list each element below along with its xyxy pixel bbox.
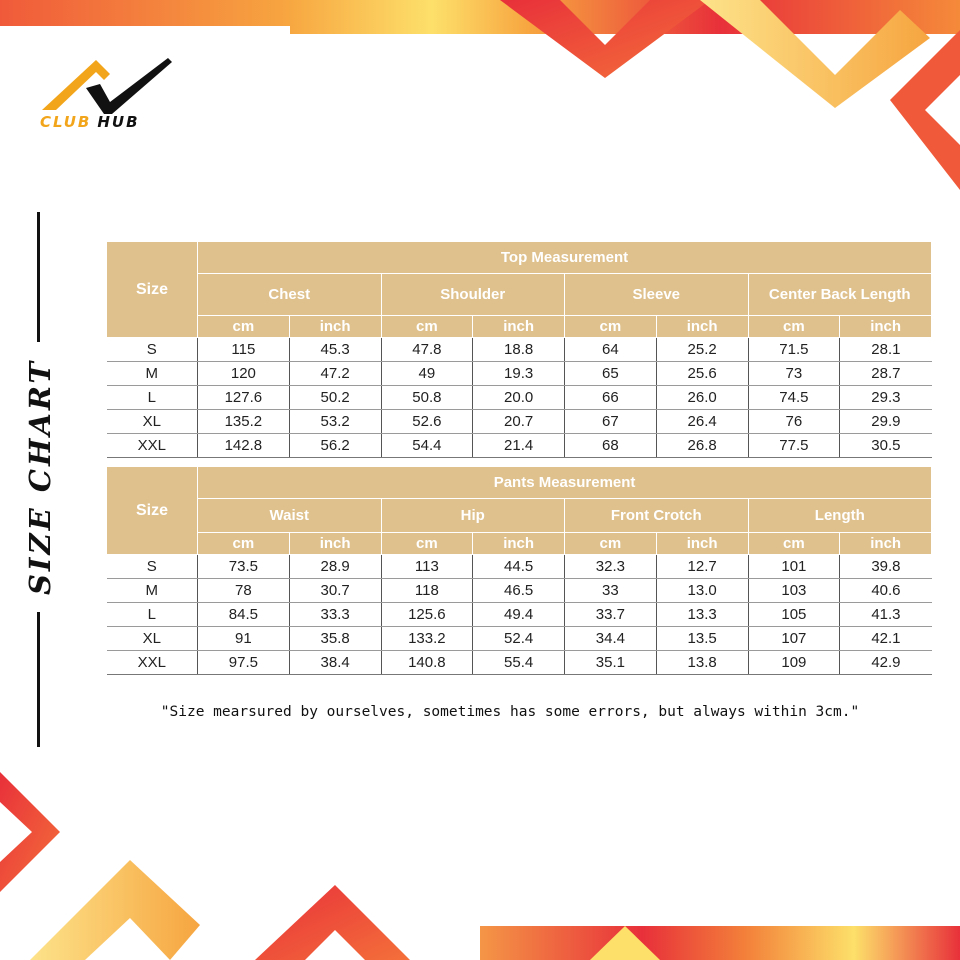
measurement-cell: 35.1 bbox=[565, 651, 657, 675]
size-label-cell: S bbox=[107, 338, 198, 362]
size-label-cell: L bbox=[107, 386, 198, 410]
measurement-cell: 73 bbox=[748, 362, 840, 386]
measurement-cell: 142.8 bbox=[198, 434, 290, 458]
logo-wordmark bbox=[40, 113, 140, 131]
unit-header: cm bbox=[748, 316, 840, 338]
measurement-cell: 13.0 bbox=[656, 579, 748, 603]
measurement-cell: 35.8 bbox=[289, 627, 381, 651]
top-measurement-table bbox=[106, 241, 932, 458]
measurement-cell: 47.8 bbox=[381, 338, 473, 362]
measurement-cell: 49 bbox=[381, 362, 473, 386]
group-header-chest: Chest bbox=[198, 274, 382, 316]
measurement-cell: 52.4 bbox=[473, 627, 565, 651]
table-row bbox=[107, 410, 932, 434]
table-row bbox=[107, 362, 932, 386]
measurement-cell: 41.3 bbox=[840, 603, 932, 627]
measurement-cell: 78 bbox=[198, 579, 290, 603]
measurement-cell: 13.3 bbox=[656, 603, 748, 627]
measurement-cell: 97.5 bbox=[198, 651, 290, 675]
measurement-cell: 13.5 bbox=[656, 627, 748, 651]
size-label-cell: XL bbox=[107, 627, 198, 651]
table-row bbox=[107, 434, 932, 458]
size-label-cell: S bbox=[107, 555, 198, 579]
side-divider-top bbox=[37, 212, 40, 342]
size-label-cell: XXL bbox=[107, 434, 198, 458]
unit-header: inch bbox=[473, 316, 565, 338]
measurement-cell: 13.8 bbox=[656, 651, 748, 675]
table-row bbox=[107, 555, 932, 579]
measurement-cell: 40.6 bbox=[840, 579, 932, 603]
measurement-cell: 107 bbox=[748, 627, 840, 651]
group-header-length: Length bbox=[748, 499, 932, 533]
unit-header: cm bbox=[381, 316, 473, 338]
measurement-cell: 74.5 bbox=[748, 386, 840, 410]
measurement-cell: 20.0 bbox=[473, 386, 565, 410]
measurement-cell: 29.9 bbox=[840, 410, 932, 434]
table-row bbox=[107, 338, 932, 362]
measurement-cell: 26.0 bbox=[656, 386, 748, 410]
measurement-cell: 33.3 bbox=[289, 603, 381, 627]
measurement-cell: 42.1 bbox=[840, 627, 932, 651]
measurement-cell: 28.7 bbox=[840, 362, 932, 386]
measurement-disclaimer: "Size mearsured by ourselves, sometimes has some errors, but always within 3cm." bbox=[160, 704, 860, 720]
pants-measurement-table bbox=[106, 466, 932, 675]
measurement-cell: 101 bbox=[748, 555, 840, 579]
measurement-cell: 25.6 bbox=[656, 362, 748, 386]
measurement-cell: 46.5 bbox=[473, 579, 565, 603]
measurement-cell: 53.2 bbox=[289, 410, 381, 434]
measurement-cell: 28.1 bbox=[840, 338, 932, 362]
measurement-cell: 19.3 bbox=[473, 362, 565, 386]
measurement-cell: 91 bbox=[198, 627, 290, 651]
measurement-cell: 115 bbox=[198, 338, 290, 362]
table-row bbox=[107, 603, 932, 627]
measurement-cell: 26.4 bbox=[656, 410, 748, 434]
group-header-sleeve: Sleeve bbox=[565, 274, 749, 316]
measurement-cell: 118 bbox=[381, 579, 473, 603]
size-chart-title: SIZE CHART bbox=[23, 358, 57, 596]
measurement-cell: 34.4 bbox=[565, 627, 657, 651]
group-header-front-crotch: Front Crotch bbox=[565, 499, 749, 533]
measurement-cell: 55.4 bbox=[473, 651, 565, 675]
unit-header: cm bbox=[198, 316, 290, 338]
measurement-cell: 68 bbox=[565, 434, 657, 458]
measurement-cell: 71.5 bbox=[748, 338, 840, 362]
unit-header: cm bbox=[565, 533, 657, 555]
unit-header: cm bbox=[748, 533, 840, 555]
unit-header: inch bbox=[656, 533, 748, 555]
size-label-cell: XXL bbox=[107, 651, 198, 675]
table-title: Pants Measurement bbox=[198, 467, 932, 499]
unit-header: inch bbox=[840, 316, 932, 338]
size-label-cell: M bbox=[107, 579, 198, 603]
unit-header: inch bbox=[473, 533, 565, 555]
measurement-cell: 30.5 bbox=[840, 434, 932, 458]
measurement-cell: 56.2 bbox=[289, 434, 381, 458]
measurement-cell: 30.7 bbox=[289, 579, 381, 603]
measurement-cell: 26.8 bbox=[656, 434, 748, 458]
measurement-cell: 125.6 bbox=[381, 603, 473, 627]
size-header: Size bbox=[107, 242, 198, 338]
measurement-cell: 65 bbox=[565, 362, 657, 386]
measurement-cell: 54.4 bbox=[381, 434, 473, 458]
measurement-cell: 12.7 bbox=[656, 555, 748, 579]
measurement-cell: 29.3 bbox=[840, 386, 932, 410]
measurement-cell: 66 bbox=[565, 386, 657, 410]
measurement-cell: 39.8 bbox=[840, 555, 932, 579]
measurement-cell: 52.6 bbox=[381, 410, 473, 434]
measurement-cell: 28.9 bbox=[289, 555, 381, 579]
unit-header: inch bbox=[656, 316, 748, 338]
size-label-cell: XL bbox=[107, 410, 198, 434]
measurement-cell: 33.7 bbox=[565, 603, 657, 627]
table-row bbox=[107, 651, 932, 675]
measurement-cell: 18.8 bbox=[473, 338, 565, 362]
group-header-hip: Hip bbox=[381, 499, 565, 533]
measurement-cell: 67 bbox=[565, 410, 657, 434]
table-row bbox=[107, 386, 932, 410]
measurement-cell: 25.2 bbox=[656, 338, 748, 362]
unit-header: inch bbox=[289, 316, 381, 338]
measurement-cell: 140.8 bbox=[381, 651, 473, 675]
measurement-cell: 64 bbox=[565, 338, 657, 362]
unit-header: inch bbox=[289, 533, 381, 555]
logo-word-club: CLUB bbox=[40, 113, 92, 131]
measurement-cell: 120 bbox=[198, 362, 290, 386]
measurement-cell: 21.4 bbox=[473, 434, 565, 458]
measurement-cell: 105 bbox=[748, 603, 840, 627]
measurement-cell: 44.5 bbox=[473, 555, 565, 579]
unit-header: cm bbox=[565, 316, 657, 338]
measurement-cell: 20.7 bbox=[473, 410, 565, 434]
logo-word-hub: HUB bbox=[97, 113, 140, 131]
group-header-center-back-length: Center Back Length bbox=[748, 274, 932, 316]
side-divider-bottom bbox=[37, 612, 40, 747]
measurement-cell: 42.9 bbox=[840, 651, 932, 675]
measurement-cell: 103 bbox=[748, 579, 840, 603]
measurement-cell: 113 bbox=[381, 555, 473, 579]
size-label-cell: L bbox=[107, 603, 198, 627]
measurement-cell: 32.3 bbox=[565, 555, 657, 579]
measurement-cell: 135.2 bbox=[198, 410, 290, 434]
measurement-cell: 50.2 bbox=[289, 386, 381, 410]
size-label-cell: M bbox=[107, 362, 198, 386]
measurement-cell: 73.5 bbox=[198, 555, 290, 579]
table-row bbox=[107, 579, 932, 603]
unit-header: inch bbox=[840, 533, 932, 555]
table-title: Top Measurement bbox=[198, 242, 932, 274]
measurement-cell: 49.4 bbox=[473, 603, 565, 627]
measurement-cell: 133.2 bbox=[381, 627, 473, 651]
size-header: Size bbox=[107, 467, 198, 555]
group-header-shoulder: Shoulder bbox=[381, 274, 565, 316]
measurement-cell: 50.8 bbox=[381, 386, 473, 410]
measurement-cell: 33 bbox=[565, 579, 657, 603]
measurement-cell: 84.5 bbox=[198, 603, 290, 627]
measurement-cell: 45.3 bbox=[289, 338, 381, 362]
measurement-cell: 38.4 bbox=[289, 651, 381, 675]
measurement-cell: 77.5 bbox=[748, 434, 840, 458]
unit-header: cm bbox=[381, 533, 473, 555]
unit-header: cm bbox=[198, 533, 290, 555]
measurement-cell: 109 bbox=[748, 651, 840, 675]
group-header-waist: Waist bbox=[198, 499, 382, 533]
measurement-cell: 47.2 bbox=[289, 362, 381, 386]
table-row bbox=[107, 627, 932, 651]
measurement-cell: 127.6 bbox=[198, 386, 290, 410]
measurement-cell: 76 bbox=[748, 410, 840, 434]
